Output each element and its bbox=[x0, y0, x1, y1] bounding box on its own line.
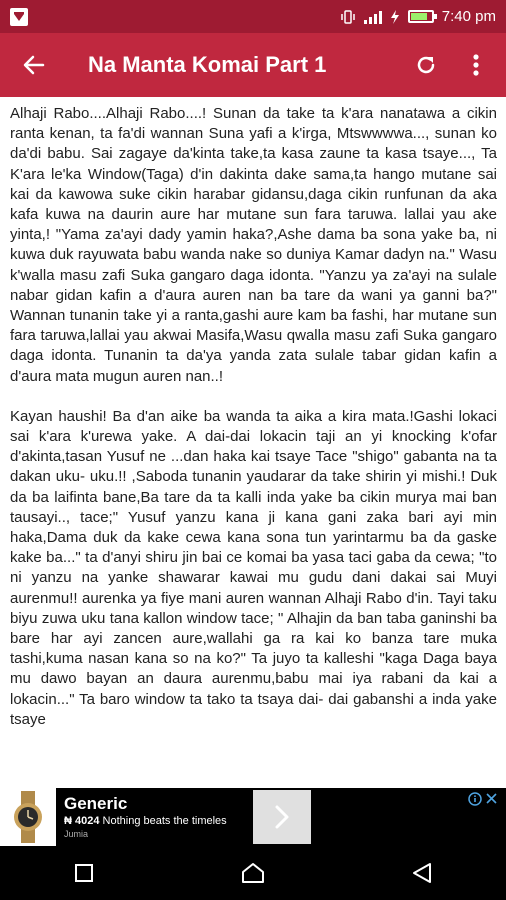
app-notification-icon bbox=[10, 8, 28, 26]
ad-price: ₦ 4024 bbox=[64, 815, 100, 827]
story-text[interactable] bbox=[10, 104, 497, 780]
status-bar bbox=[0, 0, 506, 33]
wristwatch-icon[interactable] bbox=[0, 788, 56, 846]
status-right bbox=[340, 8, 496, 25]
back-triangle-icon[interactable] bbox=[392, 846, 452, 900]
status-time: 7:40 pm bbox=[441, 8, 496, 25]
recents-square-icon[interactable] bbox=[54, 846, 114, 900]
charging-icon bbox=[390, 10, 400, 24]
app-bar bbox=[0, 33, 506, 97]
page-title: Na Manta Komai Part 1 bbox=[88, 52, 327, 77]
back-arrow-icon[interactable] bbox=[14, 45, 54, 85]
signal-icon bbox=[364, 10, 382, 24]
ad-banner[interactable] bbox=[0, 788, 506, 846]
story-paragraph-2: Kayan haushi! Ba d'an aike ba wanda ta aika a kira mata.!Gashi lokaci sai k'ara k'urewa yake. A dai-dai lokacin taji an yi knocking k'ofar d'akinta,tasan Yusuf ne ...dan haka kai tsaye Tace "shigo" gabanta na ta dakan uku- uku.!! ,Saboda tunanin yaudarar da take shirin yi mishi.! Duk da ba laifinta bane,Ba tare da ta kalli inda yake ba cikin murya mai ban tausayi.., tace;" Yusuf yanzu kana ji kana gani zaka bari ayi min haka,Dama duk da kake cewa kana sona tun yarintarmu ba da gaske kake ba..." ta d'anyi shiru jin bai ce komai ba yasa taci gaba da cewa; "to ni yanzu na yanke shawarar kawai mu gudu dani dakai sai Muyi aurenmu!! aurenka ya fiye mani auren wannan Alhaji Rabo d'in. Tayi taku biyu zuwa uku tana kallon window tace; " Alhajin da ban taba ganinshi ba bare har ayi zancen aure,wallahi ga ra kai ko banza tare muka tashi,kuma nasan kana so na ko?" Ta juyo ta kalleshi "kaga Daga baya mu dawo bayan an daura aurenmu,babu mai iya rabani da kai a lokacin..." Ta baro window ta tako ta tsaya dai- dai gabanshi a inda yake tsaye bbox=[10, 407, 497, 728]
refresh-icon[interactable] bbox=[410, 45, 442, 85]
battery-icon bbox=[408, 10, 434, 23]
adchoices-icon[interactable] bbox=[468, 792, 498, 806]
vibrate-icon bbox=[340, 10, 356, 24]
story-paragraph-1: Alhaji Rabo....Alhaji Rabo....! Sunan da take ta k'ara nanatawa a cikin ranta kenan, ta fa'di wannan Suna yafi a k'irga, Mtswwwwa..., sunan ko da'di babu. Sai zagaye da'kinta take,ta kasa zaune ta kasa tsaye..., Ta K'ara le'ka Window(Taga) d'in dakinta dake sama,ta hango mutane sai kai da kawowa suke cikin harabar gidansu,daga cikin runfunan da aka kafa kuwa na daurin aure har mutane sun fara taruwa. lallai yau ake yinta,! "Yama za'ayi dady yamin haka?,Ashe dama ba sona yake ba, ni kuwa duk rayuwata babu wanda nake so duniya Kamar dadyn na." Wasu k'walla masu zafi Suka gangaro daga idonta. "Yanzu ya za'ayi na sulale nabar gidan kafin a d'aura auren nan ba tare da wani ya ganni ba?" Wannan tunanin take yi a ranta,gashi aure kam ba fashi, har mutane sun fara taruwa,lallai yau akwai Masifa,Wasu qwalla masu zafi Suka gangaro daga idonta. Tunanin ta da'ya yanda zata sulale tabar gidan kafin a d'aura mata mugun auren nan..! bbox=[10, 105, 497, 385]
system-nav-bar bbox=[0, 846, 506, 900]
ad-brand: Generic bbox=[64, 794, 128, 813]
ad-seller: Jumia bbox=[64, 829, 89, 839]
ad-cta-button[interactable] bbox=[253, 790, 311, 844]
more-vert-icon[interactable] bbox=[460, 45, 492, 85]
chevron-right-icon bbox=[274, 804, 290, 830]
ad-tagline: Nothing beats the timeles bbox=[102, 815, 227, 827]
home-icon[interactable] bbox=[223, 846, 283, 900]
